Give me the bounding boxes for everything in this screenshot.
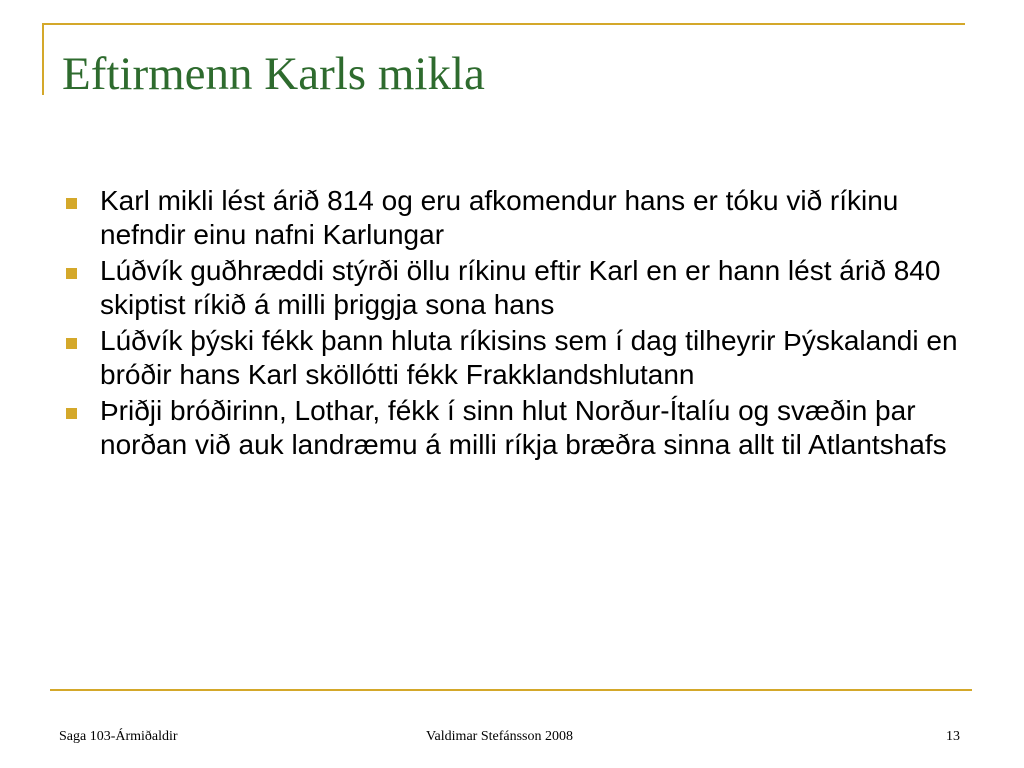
- bullet-item: [62, 324, 962, 392]
- bullet-text: Lúðvík guðhræddi stýrði öllu ríkinu eftir Karl en er hann lést árið 840 skiptist ríkið á milli þriggja sona hans: [100, 255, 941, 320]
- bullet-text: Lúðvík þýski fékk þann hluta ríkisins sem í dag tilheyrir Þýskalandi en bróðir hans Karl sköllótti fékk Frakklandshlutann: [100, 325, 958, 390]
- title-frame-top-rule: [42, 23, 965, 25]
- bullet-item: [62, 184, 962, 252]
- footer-rule: [50, 689, 972, 691]
- bullet-text: Karl mikli lést árið 814 og eru afkomendur hans er tóku við ríkinu nefndir einu nafni Karlungar: [100, 185, 899, 250]
- title-frame-left-rule: [42, 23, 44, 95]
- bullet-item: [62, 394, 962, 462]
- square-bullet-icon: [66, 408, 77, 419]
- square-bullet-icon: [66, 338, 77, 349]
- footer-author: Valdimar Stefánsson 2008: [426, 729, 573, 744]
- square-bullet-icon: [66, 198, 77, 209]
- slide-title: Eftirmenn Karls mikla: [62, 48, 485, 100]
- bullet-text: Þriðji bróðirinn, Lothar, fékk í sinn hlut Norður-Ítalíu og svæðin þar norðan við auk landræmu á milli ríkja bræðra sinna allt til Atlantshafs: [100, 395, 947, 460]
- square-bullet-icon: [66, 268, 77, 279]
- bullet-item: [62, 254, 962, 322]
- footer-course-name: Saga 103-Ármiðaldir: [59, 729, 178, 744]
- bullet-list: [62, 184, 962, 464]
- slide-number: 13: [946, 729, 960, 744]
